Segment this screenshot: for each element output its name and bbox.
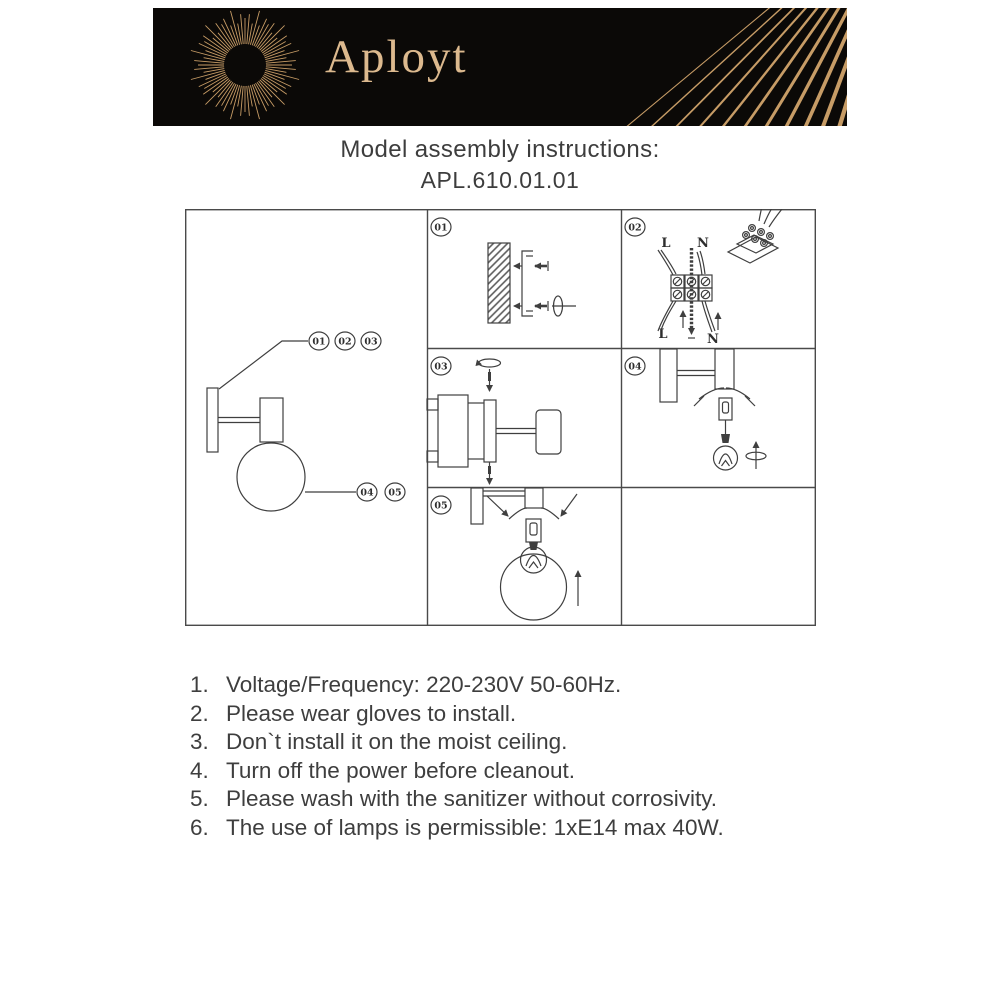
brand-banner: [153, 8, 847, 126]
brand-logo-text: Aployt: [325, 31, 468, 83]
model-number: APL.610.01.01: [420, 167, 580, 193]
instruction-number: 5.: [190, 786, 209, 812]
instruction-list: [190, 671, 724, 843]
instruction-item: [190, 700, 724, 729]
instruction-item: [190, 728, 724, 757]
sunburst-logo-icon: [191, 11, 299, 119]
svg-text:05: 05: [434, 500, 448, 512]
banner-decoration: [153, 8, 847, 126]
step-03-panel: [427, 357, 561, 484]
svg-text:03: 03: [364, 336, 378, 348]
wire-label-n-top: N: [697, 236, 709, 251]
lamp-overview-panel: [207, 332, 405, 511]
svg-text:05: 05: [388, 487, 402, 499]
instruction-item: [190, 785, 724, 814]
step-04-badge: [625, 357, 645, 375]
assembly-diagram: [185, 209, 816, 626]
part-label-02: [335, 332, 355, 350]
wire-label-l-top: L: [661, 236, 671, 251]
step-05-badge: [431, 496, 451, 514]
instruction-item: [190, 814, 724, 843]
svg-text:04: 04: [360, 487, 374, 499]
part-label-03: [361, 332, 381, 350]
wire-label-l-bottom: L: [658, 327, 668, 342]
instruction-text: Don`t install it on the moist ceiling.: [226, 729, 568, 755]
step-03-badge: [431, 357, 451, 375]
part-label-01: [309, 332, 329, 350]
instruction-item: [190, 757, 724, 786]
ray-fan-icon: [601, 8, 847, 126]
connector-3d-icon: [728, 209, 782, 263]
svg-text:01: 01: [312, 336, 326, 348]
svg-text:04: 04: [628, 361, 642, 373]
svg-text:01: 01: [434, 222, 448, 234]
step-01-badge: [431, 218, 451, 236]
svg-text:03: 03: [434, 361, 448, 373]
instruction-number: 6.: [190, 814, 209, 840]
instruction-number: 4.: [190, 757, 209, 783]
step-05-panel: [431, 488, 578, 620]
wire-label-n-bottom: N: [707, 332, 719, 347]
step-01-panel: [431, 218, 576, 323]
instruction-text: Please wear gloves to install.: [226, 700, 517, 726]
part-label-04: [357, 483, 377, 501]
instruction-text: The use of lamps is permissible: 1xE14 max 40W.: [226, 814, 724, 840]
instruction-text: Turn off the power before cleanout.: [226, 757, 575, 783]
part-label-05: [385, 483, 405, 501]
title-block: [0, 136, 1000, 194]
step-04-panel: [625, 349, 766, 470]
instruction-item: [190, 671, 724, 700]
instruction-number: 2.: [190, 700, 209, 726]
instruction-text: Voltage/Frequency: 220-230V 50-60Hz.: [226, 672, 622, 697]
step-02-badge: [625, 218, 645, 236]
page-title: Model assembly instructions:: [340, 136, 660, 163]
instruction-text: Please wash with the sanitizer without corrosivity.: [226, 786, 718, 812]
svg-text:02: 02: [338, 336, 352, 348]
svg-text:02: 02: [628, 222, 642, 234]
step-02-panel: [625, 209, 782, 347]
instruction-number: 1.: [190, 672, 209, 697]
instruction-number: 3.: [190, 729, 209, 755]
